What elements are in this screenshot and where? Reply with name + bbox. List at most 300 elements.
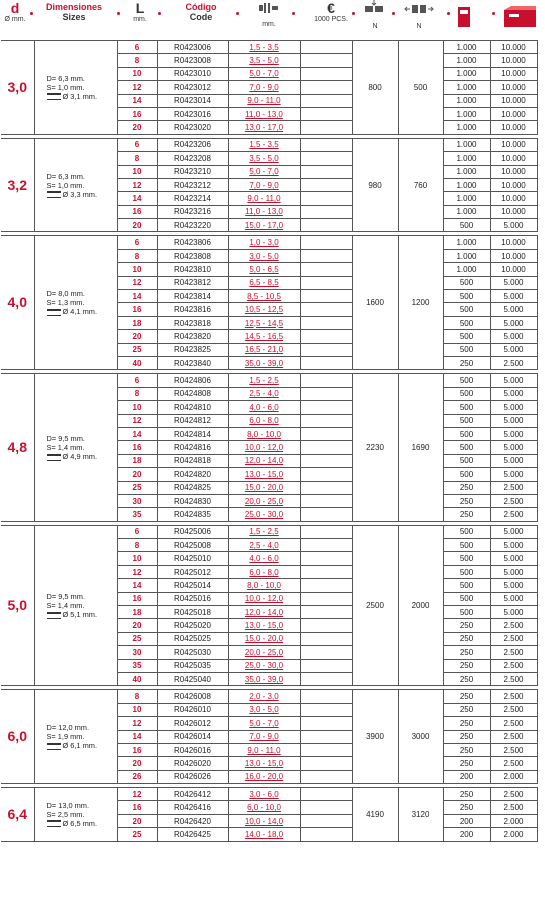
- small-box-qty-cell: 500: [443, 525, 490, 538]
- diameter-unit: Ø mm.: [4, 16, 26, 23]
- code-cell: R0424814: [157, 427, 228, 440]
- price-cell: [300, 343, 352, 356]
- grip-range-cell: 14,5 - 16,5: [228, 330, 300, 343]
- length-cell: 8: [117, 539, 157, 552]
- large-box-qty-cell: 2.500: [490, 494, 537, 507]
- small-box-qty-cell: 250: [443, 646, 490, 659]
- dimension-line: S= 1,4 mm.: [46, 601, 85, 611]
- length-cell: 20: [117, 757, 157, 770]
- price-cell: [300, 67, 352, 80]
- length-cell: 14: [117, 192, 157, 205]
- code-cell: R0423825: [157, 343, 228, 356]
- hole-diameter-line: [47, 92, 117, 101]
- grip-range-cell: 16,0 - 20,0: [228, 770, 300, 783]
- price-cell: [300, 290, 352, 303]
- hole-diameter-line: [47, 610, 117, 619]
- length-cell: 12: [117, 276, 157, 289]
- code-cell: R0424808: [157, 387, 228, 400]
- length-cell: 20: [117, 121, 157, 134]
- length-cell: 10: [117, 401, 157, 414]
- grip-range-cell: 2,5 - 4,0: [228, 387, 300, 400]
- price-cell: [300, 565, 352, 578]
- grip-range-cell: 15,0 - 20,0: [228, 632, 300, 645]
- length-cell: 10: [117, 703, 157, 716]
- length-cell: 8: [117, 152, 157, 165]
- small-box-qty-cell: 1.000: [443, 41, 490, 54]
- grip-range-cell: 10,5 - 12,5: [228, 303, 300, 316]
- small-box-qty-cell: 1.000: [443, 249, 490, 262]
- grip-range-cell: 9,0 - 11,0: [228, 743, 300, 756]
- large-box-qty-cell: 5.000: [490, 303, 537, 316]
- small-box-qty-cell: 250: [443, 757, 490, 770]
- price-cell: [300, 374, 352, 387]
- product-table: [1, 40, 538, 842]
- code-cell: R0426425: [157, 828, 228, 841]
- large-box-qty-cell: 2.000: [490, 828, 537, 841]
- dimensions-cell: [34, 690, 117, 784]
- code-label-es: Código: [185, 2, 217, 12]
- dimensions-cell: [34, 138, 117, 232]
- large-box-qty-cell: 10.000: [490, 54, 537, 67]
- code-cell: R0426416: [157, 801, 228, 814]
- large-box-qty-cell: 10.000: [490, 94, 537, 107]
- small-box-qty-cell: 1.000: [443, 107, 490, 120]
- code-cell: R0425025: [157, 632, 228, 645]
- price-cell: [300, 454, 352, 467]
- length-cell: 12: [117, 81, 157, 94]
- tensile-force-cell: 2000: [398, 525, 443, 686]
- price-cell: [300, 579, 352, 592]
- length-cell: 20: [117, 330, 157, 343]
- code-cell: R0425020: [157, 619, 228, 632]
- code-label-en: Code: [189, 12, 213, 22]
- diameter-cell: 4,8: [1, 374, 34, 521]
- code-cell: R0424825: [157, 481, 228, 494]
- large-box-qty-cell: 2.500: [490, 646, 537, 659]
- diameter-label: d: [10, 0, 20, 16]
- small-box-qty-cell: 500: [443, 219, 490, 232]
- large-box-qty-cell: 2.500: [490, 788, 537, 801]
- grip-range-cell: 5,0 - 6,5: [228, 263, 300, 276]
- diameter-cell: 4,0: [1, 236, 34, 370]
- dimension-line: S= 1,0 mm.: [46, 82, 85, 92]
- large-box-qty-cell: 2.000: [490, 770, 537, 783]
- code-cell: R0423818: [157, 316, 228, 329]
- length-cell: 20: [117, 814, 157, 827]
- large-box-qty-cell: 5.000: [490, 441, 537, 454]
- grip-range-cell: 15,0 - 20,0: [228, 481, 300, 494]
- price-cell: [300, 81, 352, 94]
- code-cell: R0426020: [157, 757, 228, 770]
- small-box-qty-cell: 500: [443, 441, 490, 454]
- large-box-qty-cell: 5.000: [490, 427, 537, 440]
- euro-symbol: €: [327, 0, 335, 16]
- code-cell: R0425018: [157, 606, 228, 619]
- code-cell: R0425035: [157, 659, 228, 672]
- price-cell: [300, 192, 352, 205]
- large-box-qty-cell: 2.500: [490, 743, 537, 756]
- length-cell: 30: [117, 646, 157, 659]
- shear-force-cell: 980: [352, 138, 398, 232]
- price-cell: [300, 41, 352, 54]
- shear-force-cell: 2230: [352, 374, 398, 521]
- large-box-qty-cell: 5.000: [490, 592, 537, 605]
- grip-range-cell: 11,0 - 13,0: [228, 205, 300, 218]
- code-cell: R0425012: [157, 565, 228, 578]
- small-box-qty-cell: 500: [443, 579, 490, 592]
- table-body: [1, 41, 537, 842]
- grip-range-cell: 6,0 - 8,0: [228, 565, 300, 578]
- small-box-qty-cell: 500: [443, 427, 490, 440]
- hole-diameter-line: [47, 819, 117, 828]
- price-unit: 1000 PCS.: [314, 16, 348, 23]
- length-cell: 10: [117, 263, 157, 276]
- shear-force-cell: 2500: [352, 525, 398, 686]
- code-cell: R0426026: [157, 770, 228, 783]
- price-cell: [300, 770, 352, 783]
- length-cell: 20: [117, 219, 157, 232]
- small-box-qty-cell: 1.000: [443, 178, 490, 191]
- hole-diameter-value: Ø 4,9 mm.: [62, 452, 97, 462]
- grip-range-header: [250, 0, 288, 28]
- large-box-qty-cell: 2.500: [490, 757, 537, 770]
- table-row: [1, 41, 537, 54]
- grip-range-cell: 4,0 - 6,0: [228, 552, 300, 565]
- dimensions-label: Dimensiones: [45, 2, 103, 12]
- dimension-line: S= 2,5 mm.: [46, 809, 85, 819]
- length-cell: 10: [117, 552, 157, 565]
- large-box-qty-cell: 2.500: [490, 703, 537, 716]
- length-cell: 14: [117, 290, 157, 303]
- price-cell: [300, 508, 352, 521]
- small-box-qty-cell: 200: [443, 814, 490, 827]
- length-cell: 6: [117, 525, 157, 538]
- dimension-line: D= 6,3 mm.: [46, 73, 85, 83]
- length-cell: 14: [117, 427, 157, 440]
- large-box-qty-cell: 5.000: [490, 565, 537, 578]
- length-cell: 6: [117, 138, 157, 151]
- grip-range-cell: 35,0 - 39,0: [228, 672, 300, 685]
- grip-range-cell: 12,0 - 14,0: [228, 606, 300, 619]
- code-cell: R0424820: [157, 468, 228, 481]
- tensile-force-cell: 500: [398, 41, 443, 135]
- grip-range-cell: 25,0 - 30,0: [228, 659, 300, 672]
- code-cell: R0423812: [157, 276, 228, 289]
- price-cell: [300, 303, 352, 316]
- large-box-qty-cell: 10.000: [490, 138, 537, 151]
- grip-range-cell: 8,5 - 10,5: [228, 290, 300, 303]
- drill-bit-icon: [47, 191, 61, 198]
- code-cell: R0424830: [157, 494, 228, 507]
- large-box-qty-cell: 10.000: [490, 263, 537, 276]
- shear-force-unit: N: [372, 23, 378, 30]
- large-box-qty-cell: 2.500: [490, 717, 537, 730]
- large-box-qty-cell: 10.000: [490, 67, 537, 80]
- code-cell: R0425006: [157, 525, 228, 538]
- small-box-qty-cell: 250: [443, 801, 490, 814]
- grip-range-cell: 1,5 - 3,5: [228, 41, 300, 54]
- grip-range-cell: 11,0 - 13,0: [228, 107, 300, 120]
- price-cell: [300, 632, 352, 645]
- hole-diameter-line: [47, 307, 117, 316]
- diameter-cell: 5,0: [1, 525, 34, 686]
- grip-range-cell: 5,0 - 7,0: [228, 67, 300, 80]
- small-box-qty-cell: 250: [443, 659, 490, 672]
- code-cell: R0423206: [157, 138, 228, 151]
- length-cell: 10: [117, 67, 157, 80]
- dimensions-cell: [34, 788, 117, 842]
- small-box-qty-cell: 1.000: [443, 138, 490, 151]
- dimension-line: S= 1,9 mm.: [46, 732, 85, 742]
- large-box-qty-cell: 5.000: [490, 290, 537, 303]
- small-box-qty-cell: 1.000: [443, 236, 490, 249]
- price-cell: [300, 788, 352, 801]
- large-box-qty-cell: 2.500: [490, 508, 537, 521]
- length-cell: 18: [117, 606, 157, 619]
- separator-dot: [392, 12, 395, 15]
- price-cell: [300, 646, 352, 659]
- grip-range-cell: 10,0 - 14,0: [228, 814, 300, 827]
- grip-range-cell: 35,0 - 39,0: [228, 356, 300, 369]
- length-cell: 16: [117, 205, 157, 218]
- separator-dot: [158, 12, 161, 15]
- table-row: [1, 138, 537, 151]
- diameter-header: [2, 0, 28, 23]
- shear-force-icon: [363, 0, 387, 18]
- large-box-qty-cell: 5.000: [490, 401, 537, 414]
- grip-range-cell: 3,0 - 5,0: [228, 249, 300, 262]
- code-cell: R0425014: [157, 579, 228, 592]
- price-cell: [300, 525, 352, 538]
- small-box-qty-cell: 500: [443, 401, 490, 414]
- grip-range-cell: 12,5 - 14,5: [228, 316, 300, 329]
- large-box-qty-cell: 2.500: [490, 619, 537, 632]
- price-cell: [300, 828, 352, 841]
- length-cell: 8: [117, 387, 157, 400]
- length-cell: 6: [117, 41, 157, 54]
- small-box-qty-cell: 250: [443, 690, 490, 703]
- small-box-qty-cell: 1.000: [443, 152, 490, 165]
- small-box-qty-cell: 500: [443, 343, 490, 356]
- drill-bit-icon: [47, 820, 61, 827]
- shear-force-cell: 4190: [352, 788, 398, 842]
- length-cell: 12: [117, 788, 157, 801]
- large-box-qty-cell: 10.000: [490, 152, 537, 165]
- length-cell: 40: [117, 672, 157, 685]
- price-cell: [300, 249, 352, 262]
- length-cell: 30: [117, 494, 157, 507]
- price-header: [306, 0, 356, 23]
- grip-range-cell: 1,5 - 2,5: [228, 374, 300, 387]
- code-cell: R0425040: [157, 672, 228, 685]
- tensile-force-cell: 1690: [398, 374, 443, 521]
- small-box-qty-cell: 500: [443, 468, 490, 481]
- large-box-qty-cell: 2.500: [490, 659, 537, 672]
- large-box-qty-cell: 5.000: [490, 316, 537, 329]
- price-cell: [300, 165, 352, 178]
- code-cell: R0423810: [157, 263, 228, 276]
- grip-range-cell: 5,0 - 7,0: [228, 165, 300, 178]
- dimensions-header: [36, 2, 112, 22]
- grip-range-cell: 7,0 - 9,0: [228, 178, 300, 191]
- code-cell: R0425016: [157, 592, 228, 605]
- small-box-qty-cell: 500: [443, 552, 490, 565]
- price-cell: [300, 619, 352, 632]
- large-box-qty-cell: 10.000: [490, 192, 537, 205]
- large-box-qty-cell: 5.000: [490, 454, 537, 467]
- hole-diameter-value: Ø 6,1 mm.: [62, 741, 97, 751]
- grip-range-cell: 6,0 - 8,0: [228, 414, 300, 427]
- small-box-qty-cell: 1.000: [443, 121, 490, 134]
- length-cell: 8: [117, 249, 157, 262]
- code-cell: R0423008: [157, 54, 228, 67]
- diameter-cell: 3,2: [1, 138, 34, 232]
- length-cell: 6: [117, 236, 157, 249]
- code-cell: R0423210: [157, 165, 228, 178]
- price-cell: [300, 730, 352, 743]
- price-cell: [300, 494, 352, 507]
- dimensions-cell: [34, 236, 117, 370]
- price-cell: [300, 703, 352, 716]
- separator-dot: [30, 12, 33, 15]
- code-cell: R0423020: [157, 121, 228, 134]
- grip-range-cell: 13,0 - 17,0: [228, 121, 300, 134]
- small-box-qty-cell: 250: [443, 730, 490, 743]
- grip-range-cell: 5,0 - 7,0: [228, 717, 300, 730]
- code-cell: R0426420: [157, 814, 228, 827]
- small-box-qty-cell: 250: [443, 508, 490, 521]
- dimensions-cell: [34, 41, 117, 135]
- small-box-qty-cell: 500: [443, 330, 490, 343]
- grip-range-cell: 14,0 - 18,0: [228, 828, 300, 841]
- large-box-qty-cell: 2.500: [490, 801, 537, 814]
- large-box-qty-cell: 5.000: [490, 579, 537, 592]
- grip-range-cell: 8,0 - 10,0: [228, 427, 300, 440]
- length-cell: 8: [117, 690, 157, 703]
- small-box-qty-cell: 250: [443, 632, 490, 645]
- large-box-qty-cell: 10.000: [490, 249, 537, 262]
- length-cell: 14: [117, 94, 157, 107]
- table-row: [1, 236, 537, 249]
- hole-diameter-value: Ø 3,1 mm.: [62, 91, 97, 101]
- large-box-qty-cell: 5.000: [490, 468, 537, 481]
- dimension-line: S= 1,4 mm.: [46, 443, 85, 453]
- code-cell: R0425030: [157, 646, 228, 659]
- code-cell: R0423216: [157, 205, 228, 218]
- hole-diameter-value: Ø 5,1 mm.: [62, 610, 97, 620]
- grip-range-cell: 3,0 - 5,0: [228, 703, 300, 716]
- code-cell: R0424835: [157, 508, 228, 521]
- grip-range-cell: 13,0 - 15,0: [228, 757, 300, 770]
- code-cell: R0423208: [157, 152, 228, 165]
- shear-force-cell: 1600: [352, 236, 398, 370]
- small-box-header: [454, 6, 474, 33]
- small-box-qty-cell: 500: [443, 565, 490, 578]
- grip-range-unit: mm.: [262, 21, 276, 28]
- separator-dot: [117, 12, 120, 15]
- grip-range-cell: 4,0 - 6,0: [228, 401, 300, 414]
- small-box-qty-cell: 250: [443, 672, 490, 685]
- large-box-qty-cell: 2.500: [490, 481, 537, 494]
- grip-range-cell: 25,0 - 30,0: [228, 508, 300, 521]
- tensile-force-icon: [404, 0, 434, 18]
- grip-range-cell: 10,0 - 12,0: [228, 441, 300, 454]
- small-box-qty-cell: 250: [443, 743, 490, 756]
- dimension-line: D= 9,5 mm.: [46, 592, 85, 602]
- small-box-qty-cell: 1.000: [443, 94, 490, 107]
- small-box-qty-cell: 500: [443, 303, 490, 316]
- table-row: [1, 788, 537, 801]
- drill-bit-icon: [47, 612, 61, 619]
- code-cell: R0425008: [157, 539, 228, 552]
- diameter-cell: 6,4: [1, 788, 34, 842]
- drill-bit-icon: [47, 93, 61, 100]
- small-box-qty-cell: 500: [443, 592, 490, 605]
- length-cell: 12: [117, 178, 157, 191]
- small-box-qty-cell: 500: [443, 316, 490, 329]
- grip-range-cell: 9,0 - 11,0: [228, 192, 300, 205]
- length-cell: 14: [117, 579, 157, 592]
- large-box-qty-cell: 5.000: [490, 330, 537, 343]
- length-cell: 12: [117, 414, 157, 427]
- shear-force-cell: 3900: [352, 690, 398, 784]
- small-box-qty-cell: 500: [443, 290, 490, 303]
- price-cell: [300, 263, 352, 276]
- code-header: [170, 2, 232, 22]
- length-cell: 16: [117, 303, 157, 316]
- code-cell: R0426012: [157, 717, 228, 730]
- length-cell: 12: [117, 717, 157, 730]
- small-box-icon: [457, 6, 471, 28]
- price-cell: [300, 205, 352, 218]
- price-cell: [300, 219, 352, 232]
- small-box-qty-cell: 250: [443, 717, 490, 730]
- drill-bit-icon: [47, 743, 61, 750]
- diameter-cell: 6,0: [1, 690, 34, 784]
- price-cell: [300, 276, 352, 289]
- large-box-qty-cell: 10.000: [490, 107, 537, 120]
- dimension-line: D= 8,0 mm.: [46, 289, 85, 299]
- grip-range-cell: 20,0 - 25,0: [228, 494, 300, 507]
- price-cell: [300, 178, 352, 191]
- length-cell: 16: [117, 441, 157, 454]
- small-box-qty-cell: 1.000: [443, 81, 490, 94]
- price-cell: [300, 592, 352, 605]
- hole-diameter-line: [47, 741, 117, 750]
- length-cell: 6: [117, 374, 157, 387]
- large-box-qty-cell: 5.000: [490, 219, 537, 232]
- large-box-qty-cell: 10.000: [490, 205, 537, 218]
- large-box-qty-cell: 10.000: [490, 178, 537, 191]
- small-box-qty-cell: 250: [443, 703, 490, 716]
- large-box-qty-cell: 2.500: [490, 356, 537, 369]
- large-box-qty-cell: 2.500: [490, 730, 537, 743]
- large-box-qty-cell: 5.000: [490, 525, 537, 538]
- grip-range-cell: 6,5 - 8,5: [228, 276, 300, 289]
- small-box-qty-cell: 250: [443, 494, 490, 507]
- grip-range-cell: 13,0 - 15,0: [228, 468, 300, 481]
- price-cell: [300, 138, 352, 151]
- tensile-force-cell: 3120: [398, 788, 443, 842]
- price-cell: [300, 672, 352, 685]
- length-cell: 16: [117, 801, 157, 814]
- grip-range-cell: 6,0 - 10,0: [228, 801, 300, 814]
- large-box-qty-cell: 2.500: [490, 632, 537, 645]
- code-cell: R0426016: [157, 743, 228, 756]
- shear-force-header: [360, 0, 390, 30]
- large-box-qty-cell: 5.000: [490, 539, 537, 552]
- grip-range-cell: 10,0 - 12,0: [228, 592, 300, 605]
